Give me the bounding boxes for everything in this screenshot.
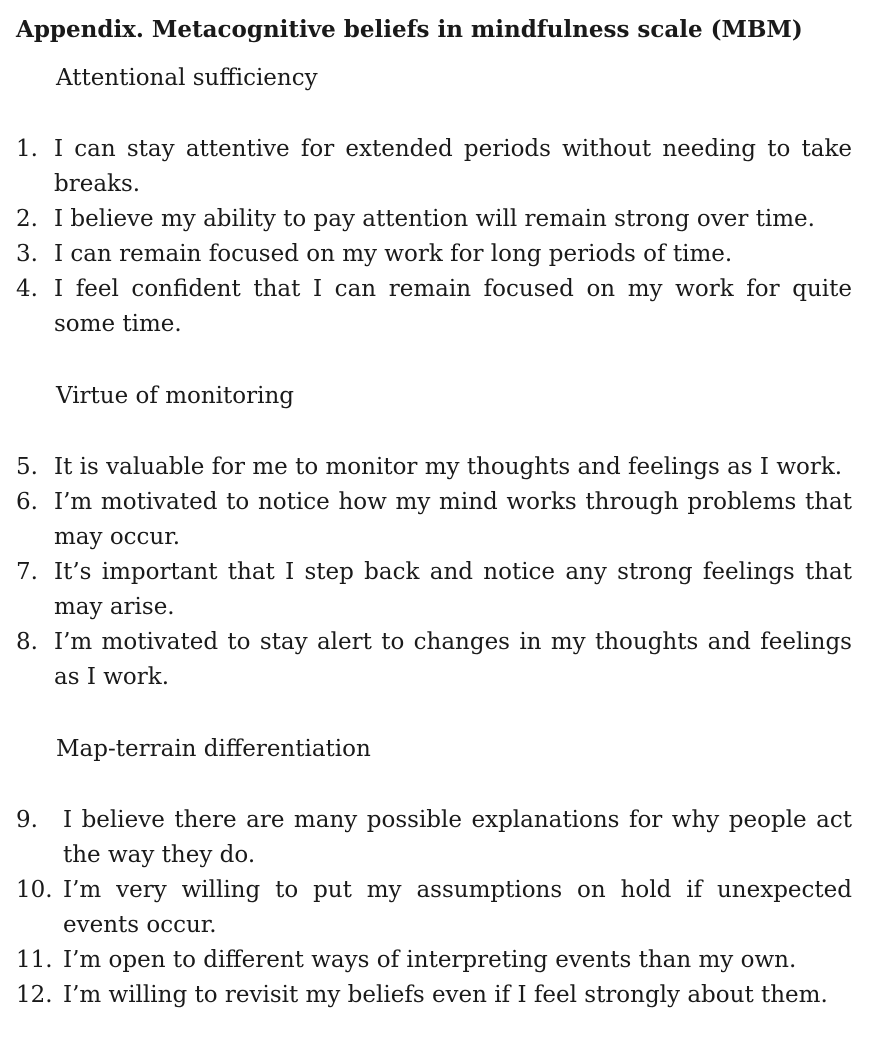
section-virtue-of-monitoring	[16, 342, 852, 695]
item-text: I believe there are many possible explanations for why people act the way they do.	[63, 807, 852, 868]
section-heading: Map-terrain differentiation	[56, 736, 371, 762]
list-item	[16, 943, 852, 978]
item-number: 5.	[16, 454, 38, 480]
list-item	[16, 485, 852, 555]
item-number: 9.	[16, 807, 38, 833]
list-item	[16, 237, 852, 272]
item-list	[16, 132, 852, 342]
item-text: I believe my ability to pay attention will remain strong over time.	[54, 206, 815, 232]
item-text: I’m motivated to stay alert to changes in my thoughts and feelings as I work.	[54, 629, 852, 690]
item-list	[16, 450, 852, 695]
item-text: I can remain focused on my work for long periods of time.	[54, 241, 733, 267]
item-text: I’m willing to revisit my beliefs even if I feel strongly about them.	[63, 982, 828, 1008]
list-item	[16, 132, 852, 202]
list-item	[16, 978, 852, 1013]
list-item	[16, 202, 852, 237]
item-number: 6.	[16, 489, 38, 515]
item-text: I feel confident that I can remain focused on my work for quite some time.	[54, 276, 852, 337]
section-map-terrain-differentiation	[16, 695, 852, 1013]
document-page	[16, 14, 852, 1013]
item-text: I’m motivated to notice how my mind works through problems that may occur.	[54, 489, 852, 550]
item-number: 4.	[16, 276, 38, 302]
list-item	[16, 625, 852, 695]
item-number: 8.	[16, 629, 38, 655]
item-text: It’s important that I step back and notice any strong feelings that may arise.	[54, 559, 852, 620]
item-text: I’m open to different ways of interpreting events than my own.	[63, 947, 797, 973]
item-number: 11.	[16, 947, 53, 973]
item-number: 2.	[16, 206, 38, 232]
item-number: 10.	[16, 877, 53, 903]
list-item	[16, 803, 852, 873]
item-text: It is valuable for me to monitor my thoughts and feelings as I work.	[54, 454, 843, 480]
item-number: 1.	[16, 136, 38, 162]
list-item	[16, 555, 852, 625]
section-heading: Attentional sufficiency	[56, 65, 318, 91]
item-text: I can stay attentive for extended periods without needing to take breaks.	[54, 136, 852, 197]
item-number: 3.	[16, 241, 38, 267]
item-text: I’m very willing to put my assumptions on hold if unexpected events occur.	[63, 877, 852, 938]
list-item	[16, 272, 852, 342]
section-heading: Virtue of monitoring	[56, 383, 295, 409]
item-number: 7.	[16, 559, 38, 585]
page-title: Appendix. Metacognitive beliefs in mindfulness scale (MBM)	[16, 16, 803, 43]
item-list	[16, 803, 852, 1013]
list-item	[16, 450, 852, 485]
item-number: 12.	[16, 982, 53, 1008]
section-attentional-sufficiency	[16, 62, 852, 342]
list-item	[16, 873, 852, 943]
